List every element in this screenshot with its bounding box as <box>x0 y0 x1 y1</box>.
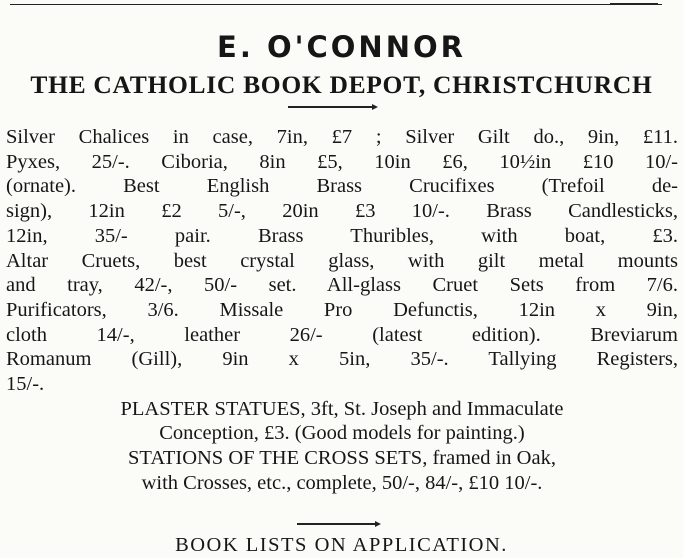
advert-business: THE CATHOLIC BOOK DEPOT, CHRISTCHURCH <box>30 70 653 99</box>
body-line: 12in, 35/- pair. Brass Thuribles, with boat, £3. <box>6 224 678 247</box>
top-rule <box>10 4 662 5</box>
body-line: (ornate). Best English Brass Crucifixes (Trefoil de- <box>6 175 678 198</box>
body-line: sign), 12in £2 5/-, 20in £3 10/-. Brass Candlesticks, <box>6 200 678 223</box>
stations-line: with Crosses, etc., complete, 50/-, 84/-, £10 10/-. <box>141 471 543 494</box>
body-line: Purificators, 3/6. Missale Pro Defunctis, 12in x 9in, <box>6 298 678 321</box>
body-line: and tray, 42/-, 50/- set. All-glass Cruet Sets from 7/6. <box>6 274 678 297</box>
top-rule-accent <box>610 3 658 5</box>
body-line: Silver Chalices in case, 7in, £7 ; Silver Gilt do., 9in, £11. <box>6 126 678 148</box>
advert-footer: BOOK LISTS ON APPLICATION. <box>175 534 508 556</box>
body-line: cloth 14/-, leather 26/- (latest edition). Breviarum <box>6 323 678 346</box>
advert-name: E. O'CONNOR <box>217 30 466 64</box>
body-line: Pyxes, 25/-. Ciboria, 8in £5, 10in £6, 10½in £10 10/- <box>6 150 678 173</box>
statues-line: Conception, £3. (Good models for painting.) <box>159 422 525 445</box>
body-line: 15/-. <box>6 373 45 396</box>
stations-line: STATIONS OF THE CROSS SETS, framed in Oak, <box>128 447 556 470</box>
divider-bottom <box>297 523 379 525</box>
advert-body <box>6 125 678 496</box>
body-line: Romanum (Gill), 9in x 5in, 35/-. Tallying Registers, <box>6 348 678 371</box>
body-line: Altar Cruets, best crystal glass, with gilt metal mounts <box>6 249 678 272</box>
statues-line: PLASTER STATUES, 3ft, St. Joseph and Immaculate <box>120 397 564 420</box>
divider-top <box>288 106 376 108</box>
